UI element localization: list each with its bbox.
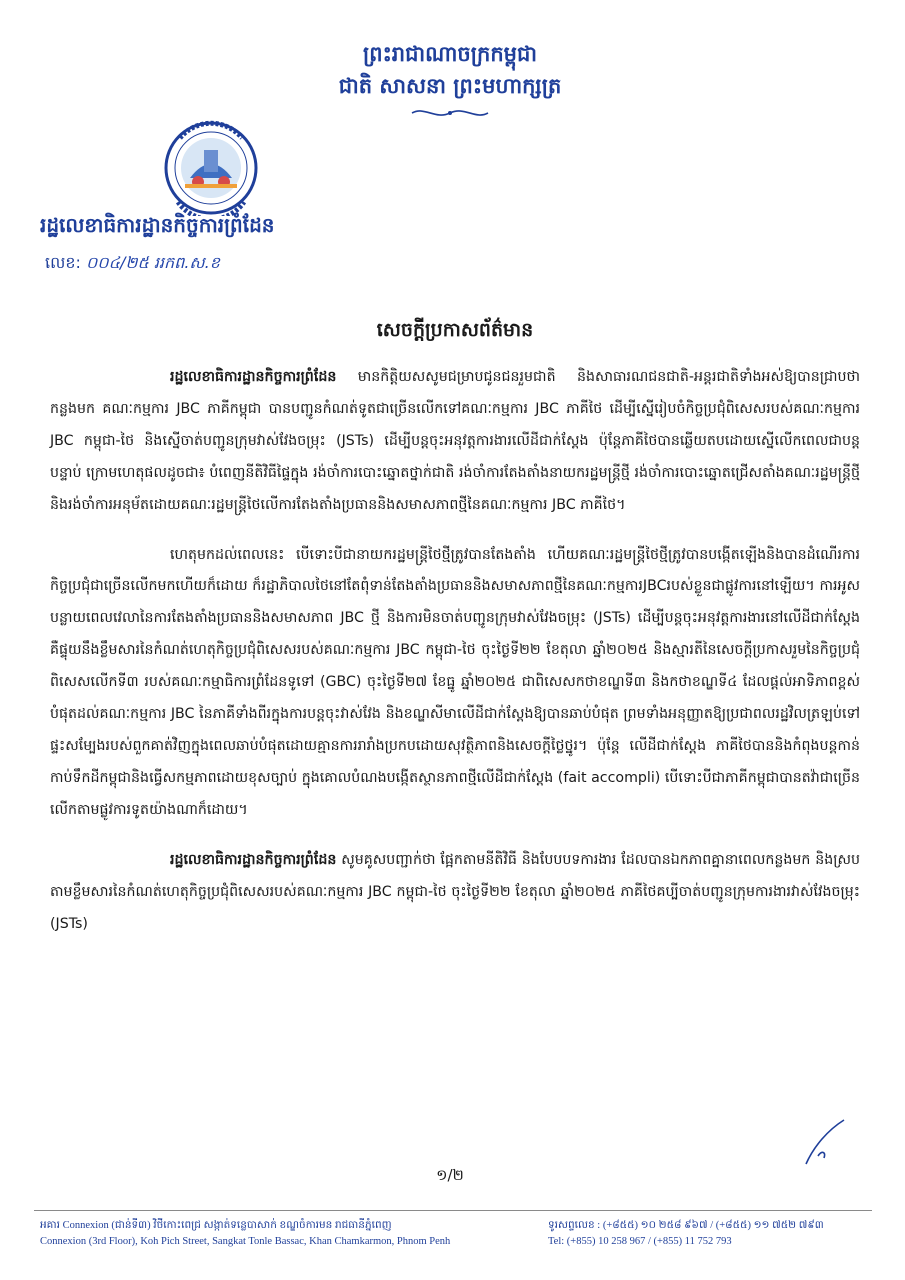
document-title: សេចក្តីប្រកាសព័ត៌មាន (376, 319, 534, 341)
paragraph-2 (50, 540, 860, 827)
initial-signature (800, 1116, 850, 1168)
reference-value: ០០៤/២៥ ររកព.ស.ខ (85, 253, 220, 272)
paragraph-1 (50, 362, 860, 522)
ministry-logo (150, 120, 272, 216)
reference-number (45, 252, 365, 276)
address-english: Connexion (3rd Floor), Koh Pich Street, Sangkat Tonle Bassac, Khan Chamkarmon, Phnom Penh (40, 1236, 451, 1247)
footer-contact (548, 1218, 878, 1250)
ornament-divider (410, 106, 490, 120)
national-motto: ជាតិ សាសនា ព្រះមហាក្សត្រ (338, 73, 562, 98)
paragraph-1-lead: រដ្ឋលេខាធិការដ្ឋានកិច្ចការព្រំដែន (170, 369, 337, 385)
reference-label: លេខ: (45, 253, 81, 272)
address-khmer: អគារ Connexion (ជាន់ទី៣) វិថីកោះពេជ្រ សង្កាត់ទន្លេបាសាក់ ខណ្ឌចំការមន រាជធានីភ្នំពេញ (40, 1220, 392, 1231)
footer-divider (34, 1210, 872, 1211)
phone-khmer: ទូរសព្ទលេខ : (+៨៥៥) ១០ ២៥៨ ៩៦៧ / (+៨៥៥) ១១ ៧៥២ ៧៩៣ (548, 1220, 824, 1231)
ministry-name: រដ្ឋលេខាធិការដ្ឋានកិច្ចការព្រំដែន (40, 213, 275, 237)
paragraph-3 (50, 845, 860, 941)
kingdom-name: ព្រះរាជាណាចក្រកម្ពុជា (362, 41, 537, 66)
document-body (50, 362, 860, 958)
paragraph-1-text: មានកិត្តិយសសូមជម្រាបជូនជនរួមជាតិ និងសាធារណជនជាតិ-អន្តរជាតិទាំងអស់ឱ្យបានជ្រាបថា កន្លងមក គណៈកម្មការ JBC ភាគីកម្ពុជា បានបញ្ជូនកំណត់ទូតជាច្រើនលើកទៅគណៈកម្មការ JBC ភាគីថៃ ដើម្បីស្នើរៀបចំកិច្ចប្រជុំពិសេសរបស់គណៈកម្មការ JBC កម្ពុជា-ថៃ និងស្នើចាត់បញ្ជូនក្រុមវាស់វែងចម្រុះ (JSTs) ដើម្បីបន្តចុះអនុវត្តការងារលើដីជាក់ស្តែង ប៉ុន្តែភាគីថៃបានឆ្លើយតបដោយស្នើលើកពេលជាបន្តបន្ទាប់ ក្រោមហេតុផលដូចជា៖ បំពេញនីតិវិធីផ្ទៃក្នុង រង់ចាំការបោះឆ្នោតថ្នាក់ជាតិ រង់ចាំការតែងតាំងនាយករដ្ឋមន្ត្រីថ្មី រង់ចាំការបោះឆ្នោតជ្រើសតាំងគណៈរដ្ឋមន្ត្រីថ្មី និងរង់ចាំការអនុម័តដោយគណៈរដ្ឋមន្ត្រីថៃលើការតែងតាំងប្រធាននិងសមាសភាពថ្មីនៃគណៈកម្មការ JBC ភាគីថៃ។ (50, 369, 860, 513)
paragraph-3-lead: រដ្ឋលេខាធិការដ្ឋានកិច្ចការព្រំដែន (170, 851, 337, 868)
paragraph-2-text: ហេតុមកដល់ពេលនេះ បើទោះបីជានាយករដ្ឋមន្ត្រីថៃថ្មីត្រូវបានតែងតាំង ហើយគណៈរដ្ឋមន្ត្រីថៃថ្មីត្រូវបានបង្កើតឡើងនិងបានដំណើរការកិច្ចប្រជុំជាច្រើនលើកមកហើយក៏ដោយ ក៏រដ្ឋាភិបាលថៃនៅតែពុំទាន់តែងតាំងប្រធាននិងសមាសភាពថ្មីនៃគណៈកម្មការJBCរបស់ខ្លួនជាផ្លូវការនៅឡើយ។ ការអូសបន្លាយពេលវេលានៃការតែងតាំងប្រធាននិងសមាសភាព JBC ថ្មី និងការមិនចាត់បញ្ជូនក្រុមវាស់វែងចម្រុះ (JSTs) ដើម្បីបន្តចុះអនុវត្តការងារនៅលើដីជាក់ស្តែង គឺផ្ទុយនឹងខ្លឹមសារនៃកំណត់ហេតុកិច្ចប្រជុំពិសេសរបស់គណៈកម្មការ JBC កម្ពុជា-ថៃ ចុះថ្ងៃទី២២ ខែតុលា ឆ្នាំ២០២៥ និងស្មារតីនៃសេចក្តីប្រកាសរួមនៃកិច្ចប្រជុំពិសេសលើកទី៣ របស់គណៈកម្មាធិការព្រំដែនទូទៅ (GBC) ចុះថ្ងៃទី២៧ ខែធ្នូ ឆ្នាំ២០២៥ ជាពិសេសកថាខណ្ឌទី៣ និងកថាខណ្ឌទី៤ ដែលផ្តល់អាទិភាពខ្ពស់បំផុតដល់គណៈកម្មការ JBC នៃភាគីទាំងពីរក្នុងការបន្តចុះវាស់វែង និងខណ្ឌសីមាលើដីជាក់ស្តែងឱ្យបានឆាប់បំផុត ព្រមទាំងអនុញ្ញាតឱ្យប្រជាពលរដ្ឋវិលត្រឡប់ទៅផ្ទះសម្បែងរបស់ពួកគាត់វិញក្នុងពេលឆាប់បំផុតដោយគ្មានការរារាំងប្រកបដោយសុវត្ថិភាពនិងសេចក្តីថ្លៃថ្នូរ។ ប៉ុន្តែ លើដីជាក់ស្តែង ភាគីថៃបាននិងកំពុងបន្តកាន់កាប់ទឹកដីកម្ពុជានិងធ្វើសកម្មភាពដោយខុសច្បាប់ ក្នុងគោលបំណងបង្កើតស្ថានភាពថ្មីលើដីជាក់ស្តែង (fait accompli) បើទោះបីជាភាគីកម្ពុជាបានតវ៉ាជាច្រើនលើកតាមផ្លូវការទូតយ៉ាងណាក៏ដោយ។ (50, 546, 860, 818)
footer-address (40, 1218, 540, 1250)
page-number: ១/២ (436, 1166, 464, 1184)
kingdom-header (300, 38, 600, 102)
phone-english: Tel: (+855) 10 258 967 / (+855) 11 752 793 (548, 1236, 732, 1247)
paragraph-3-text: សូមគូសបញ្ជាក់ថា ផ្អែកតាមនីតិវិធី និងបែបបទការងារ ដែលបានឯកភាពគ្នានាពេលកន្លងមក និងស្របតាមខ្លឹមសារនៃកំណត់ហេតុកិច្ចប្រជុំពិសេសរបស់គណៈកម្មការ JBC កម្ពុជា-ថៃ ចុះថ្ងៃទី២២ ខែតុលា ឆ្នាំ២០២៥ ភាគីថៃគប្បីចាត់បញ្ជូនក្រុមការងារវាស់វែងចម្រុះ (JSTs) (50, 851, 860, 932)
